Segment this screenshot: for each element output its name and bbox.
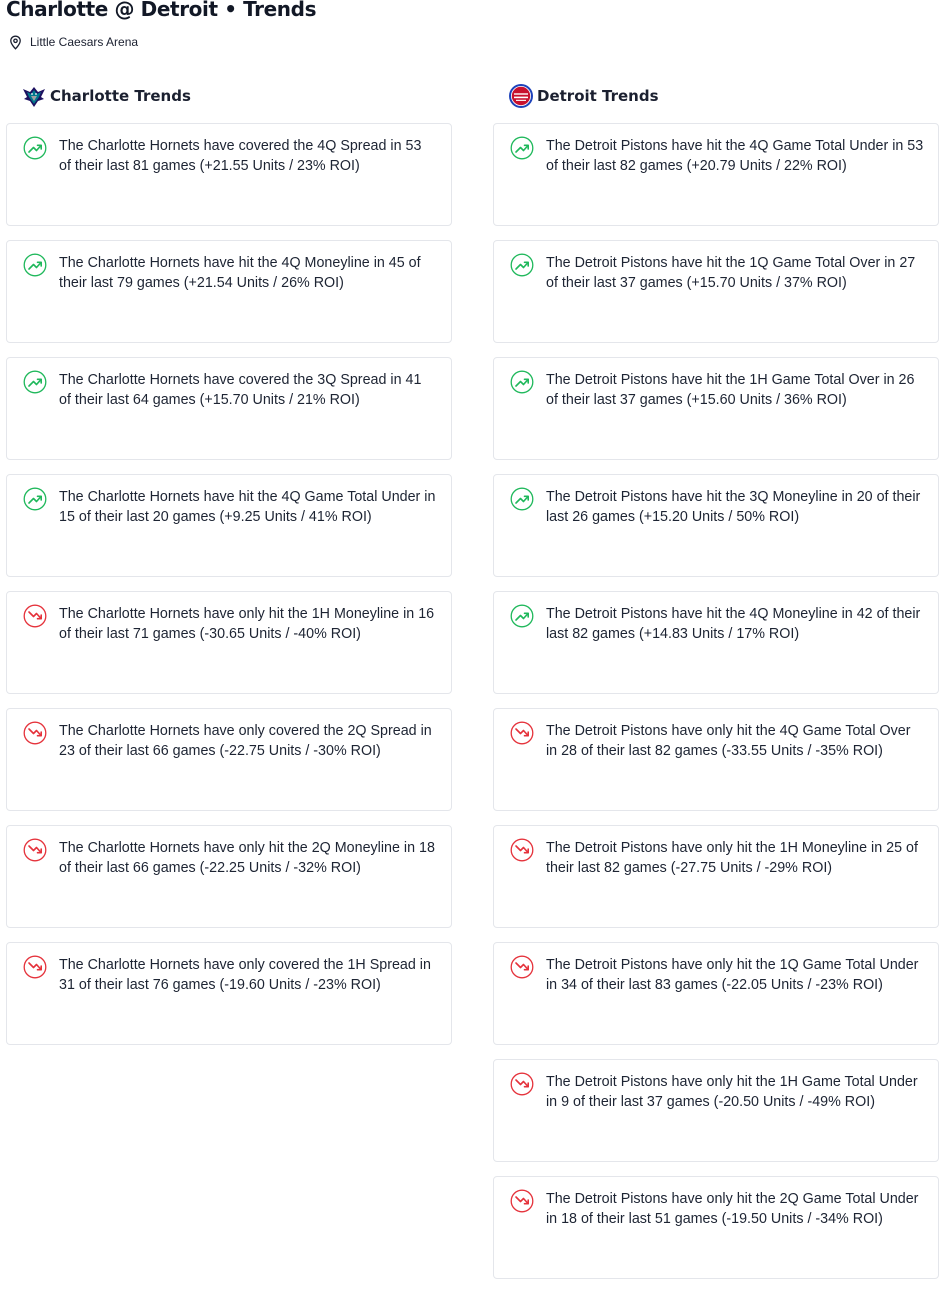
- trend-down-icon: [510, 1072, 534, 1096]
- trend-text: The Charlotte Hornets have hit the 4Q Moneyline in 45 of their last 79 games (+21.54 Units / 26% ROI): [59, 255, 421, 291]
- venue-info: [9, 34, 138, 50]
- detroit-trend-card-10: [493, 1176, 939, 1279]
- charlotte-trend-card-6: [6, 708, 452, 811]
- trend-up-icon: [510, 136, 534, 160]
- trend-up-icon: [510, 370, 534, 394]
- trend-up-icon: [23, 487, 47, 511]
- trend-down-icon: [23, 604, 47, 628]
- charlotte-trends-header: [6, 83, 452, 109]
- trend-up-icon: [510, 487, 534, 511]
- charlotte-trend-card-7: [6, 825, 452, 928]
- trend-text: The Detroit Pistons have hit the 4Q Game Total Under in 53 of their last 82 games (+20.79 Units / 22% ROI): [546, 138, 924, 174]
- charlotte-trend-card-1: [6, 123, 452, 226]
- detroit-trend-card-3: [493, 357, 939, 460]
- trend-up-icon: [23, 136, 47, 160]
- charlotte-trends-column: [6, 83, 452, 1059]
- trend-text: The Charlotte Hornets have hit the 4Q Game Total Under in 15 of their last 20 games (+9.25 Units / 41% ROI): [59, 489, 436, 525]
- trend-text: The Charlotte Hornets have only hit the 2Q Moneyline in 18 of their last 66 games (-22.25 Units / -32% ROI): [59, 840, 435, 876]
- detroit-trends-header: [493, 83, 939, 109]
- trend-text: The Detroit Pistons have hit the 1H Game Total Over in 26 of their last 37 games (+15.60 Units / 36% ROI): [546, 372, 915, 408]
- trend-down-icon: [510, 955, 534, 979]
- trend-text: The Detroit Pistons have only hit the 1Q Game Total Under in 34 of their last 83 games (-22.05 Units / -23% ROI): [546, 957, 919, 993]
- trend-text: The Detroit Pistons have only hit the 1H Game Total Under in 9 of their last 37 games (-20.50 Units / -49% ROI): [546, 1074, 918, 1110]
- venue-name: Little Caesars Arena: [30, 35, 139, 49]
- detroit-trend-card-4: [493, 474, 939, 577]
- detroit-trend-card-8: [493, 942, 939, 1045]
- charlotte-trends-title: Charlotte Trends: [50, 87, 191, 105]
- charlotte-trend-list: [6, 123, 452, 1045]
- detroit-trend-card-7: [493, 825, 939, 928]
- detroit-trend-card-2: [493, 240, 939, 343]
- trend-text: The Detroit Pistons have only hit the 1H Moneyline in 25 of their last 82 games (-27.75 Units / -29% ROI): [546, 840, 918, 876]
- trend-down-icon: [510, 1189, 534, 1213]
- trend-text: The Detroit Pistons have hit the 3Q Moneyline in 20 of their last 26 games (+15.20 Units / 50% ROI): [546, 489, 921, 525]
- charlotte-trend-card-3: [6, 357, 452, 460]
- detroit-trends-title: Detroit Trends: [537, 87, 659, 105]
- trend-text: The Detroit Pistons have hit the 4Q Moneyline in 42 of their last 82 games (+14.83 Units / 17% ROI): [546, 606, 921, 642]
- trend-text: The Charlotte Hornets have only covered the 2Q Spread in 23 of their last 66 games (-22.75 Units / -30% ROI): [59, 723, 432, 759]
- trend-up-icon: [510, 604, 534, 628]
- trend-text: The Charlotte Hornets have covered the 3Q Spread in 41 of their last 64 games (+15.70 Units / 21% ROI): [59, 372, 422, 408]
- detroit-trends-column: [493, 83, 939, 1293]
- trend-text: The Charlotte Hornets have only hit the 1H Moneyline in 16 of their last 71 games (-30.65 Units / -40% ROI): [59, 606, 435, 642]
- charlotte-trend-card-5: [6, 591, 452, 694]
- trend-down-icon: [23, 838, 47, 862]
- trend-down-icon: [510, 721, 534, 745]
- charlotte-trend-card-4: [6, 474, 452, 577]
- trend-text: The Detroit Pistons have only hit the 2Q Game Total Under in 18 of their last 51 games (-19.50 Units / -34% ROI): [546, 1191, 919, 1227]
- detroit-trend-card-5: [493, 591, 939, 694]
- trend-text: The Detroit Pistons have hit the 1Q Game Total Over in 27 of their last 37 games (+15.70 Units / 37% ROI): [546, 255, 916, 291]
- trend-up-icon: [23, 370, 47, 394]
- detroit-trend-card-6: [493, 708, 939, 811]
- pistons-logo: [508, 83, 534, 109]
- charlotte-trend-card-2: [6, 240, 452, 343]
- trend-up-icon: [510, 253, 534, 277]
- trend-down-icon: [23, 721, 47, 745]
- detroit-trend-list: [493, 123, 939, 1279]
- hornets-logo: [21, 83, 47, 109]
- page-title: Charlotte @ Detroit • Trends: [6, 0, 317, 21]
- trend-text: The Detroit Pistons have only hit the 4Q Game Total Over in 28 of their last 82 games (-33.55 Units / -35% ROI): [546, 723, 911, 759]
- detroit-trend-card-9: [493, 1059, 939, 1162]
- trend-down-icon: [510, 838, 534, 862]
- trend-text: The Charlotte Hornets have only covered the 1H Spread in 31 of their last 76 games (-19.60 Units / -23% ROI): [59, 957, 431, 993]
- detroit-trend-card-1: [493, 123, 939, 226]
- trend-down-icon: [23, 955, 47, 979]
- trend-up-icon: [23, 253, 47, 277]
- location-pin-icon: [9, 35, 22, 50]
- trend-text: The Charlotte Hornets have covered the 4Q Spread in 53 of their last 81 games (+21.55 Units / 23% ROI): [59, 138, 422, 174]
- charlotte-trend-card-8: [6, 942, 452, 1045]
